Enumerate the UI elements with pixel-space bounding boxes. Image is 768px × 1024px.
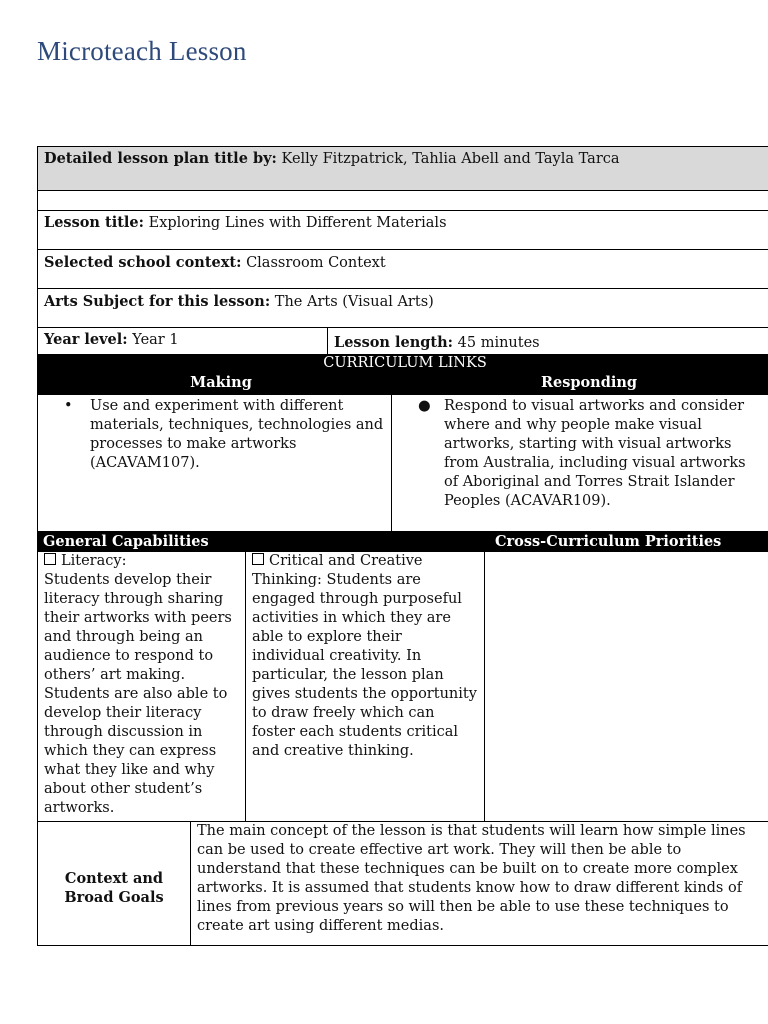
responding-list-item bbox=[418, 397, 764, 511]
curriculum-links-header bbox=[37, 354, 768, 394]
context-goals-row bbox=[37, 821, 768, 946]
lesson-title-row bbox=[37, 210, 768, 250]
cross-curriculum-cell bbox=[485, 552, 768, 821]
critical-creative-cell bbox=[246, 552, 485, 821]
school-context-row bbox=[37, 249, 768, 289]
making-heading: Making bbox=[190, 374, 252, 391]
goals-label: Context and Broad Goals bbox=[38, 822, 191, 945]
year-length-row bbox=[37, 327, 768, 355]
capabilities-body bbox=[37, 551, 768, 822]
by-value: Kelly Fitzpatrick, Tahlia Abell and Tayla Tarca bbox=[281, 151, 620, 167]
critical-text: Students are engaged through purposeful activities in which they are able to explore their individual creativity. In particular, the lesson plan gives students the opportunity to draw freely which can foster each students critical and creative thinking. bbox=[252, 572, 477, 759]
document-title: Microteach Lesson bbox=[37, 36, 247, 66]
goals-text: The main concept of the lesson is that students will learn how simple lines can be used to create effective art work. They will then be able to understand that these techniques can be built on to create more complex artworks. It is assumed that students know how to draw different kinds of lines from previous years so will then be able to use these techniques to create art using different medias. bbox=[197, 823, 746, 934]
responding-heading: Responding bbox=[540, 374, 638, 391]
general-capabilities-heading: General Capabilities bbox=[43, 533, 209, 550]
lesson-length-cell bbox=[328, 328, 768, 354]
responding-cell bbox=[392, 395, 768, 531]
lesson-plan-by-row bbox=[37, 146, 768, 191]
critical-title: Critical and Creative Thinking: bbox=[252, 553, 423, 588]
year-value: Year 1 bbox=[132, 332, 179, 348]
length-value: 45 minutes bbox=[457, 335, 540, 351]
bullet-icon: ● bbox=[418, 398, 431, 414]
lesson-title-value: Exploring Lines with Different Materials bbox=[148, 215, 447, 231]
making-list-item bbox=[64, 397, 387, 473]
context-value: Classroom Context bbox=[246, 255, 386, 271]
literacy-cell bbox=[38, 552, 246, 821]
literacy-title: Literacy: bbox=[61, 553, 127, 569]
year-label: Year level: bbox=[44, 331, 128, 348]
making-cell bbox=[38, 395, 392, 531]
checkbox-icon bbox=[252, 553, 264, 565]
bullet-icon: • bbox=[64, 398, 73, 414]
length-label: Lesson length: bbox=[334, 334, 454, 351]
curriculum-links-body bbox=[37, 394, 768, 532]
cross-curriculum-heading: Cross-Curriculum Priorities bbox=[495, 533, 722, 550]
arts-subject-row bbox=[37, 288, 768, 328]
by-label: Detailed lesson plan title by: bbox=[44, 150, 277, 167]
literacy-text: Students develop their literacy through sharing their artworks with peers and through being an audience to respond to others’ art making. Students are also able to develop their literacy through discussion in which they can express what they like and why about other student’s artworks. bbox=[44, 572, 232, 816]
capabilities-header bbox=[37, 532, 768, 551]
curriculum-heading: CURRICULUM LINKS bbox=[323, 355, 487, 371]
arts-label: Arts Subject for this lesson: bbox=[44, 293, 271, 310]
arts-value: The Arts (Visual Arts) bbox=[274, 294, 434, 310]
making-item-text: Use and experiment with different materials, techniques, technologies and processes to make artworks (ACAVAM107). bbox=[90, 398, 384, 471]
context-label: Selected school context: bbox=[44, 254, 242, 271]
responding-item-text: Respond to visual artworks and consider where and why people make visual artworks, starting with visual artworks from Australia, including visual artworks of Aboriginal and Torres Strait Islander Peoples (ACAVAR109). bbox=[444, 398, 746, 509]
spacer-row bbox=[37, 190, 768, 211]
lesson-title-label: Lesson title: bbox=[44, 214, 144, 231]
checkbox-icon bbox=[44, 553, 56, 565]
year-level-cell bbox=[38, 328, 328, 354]
